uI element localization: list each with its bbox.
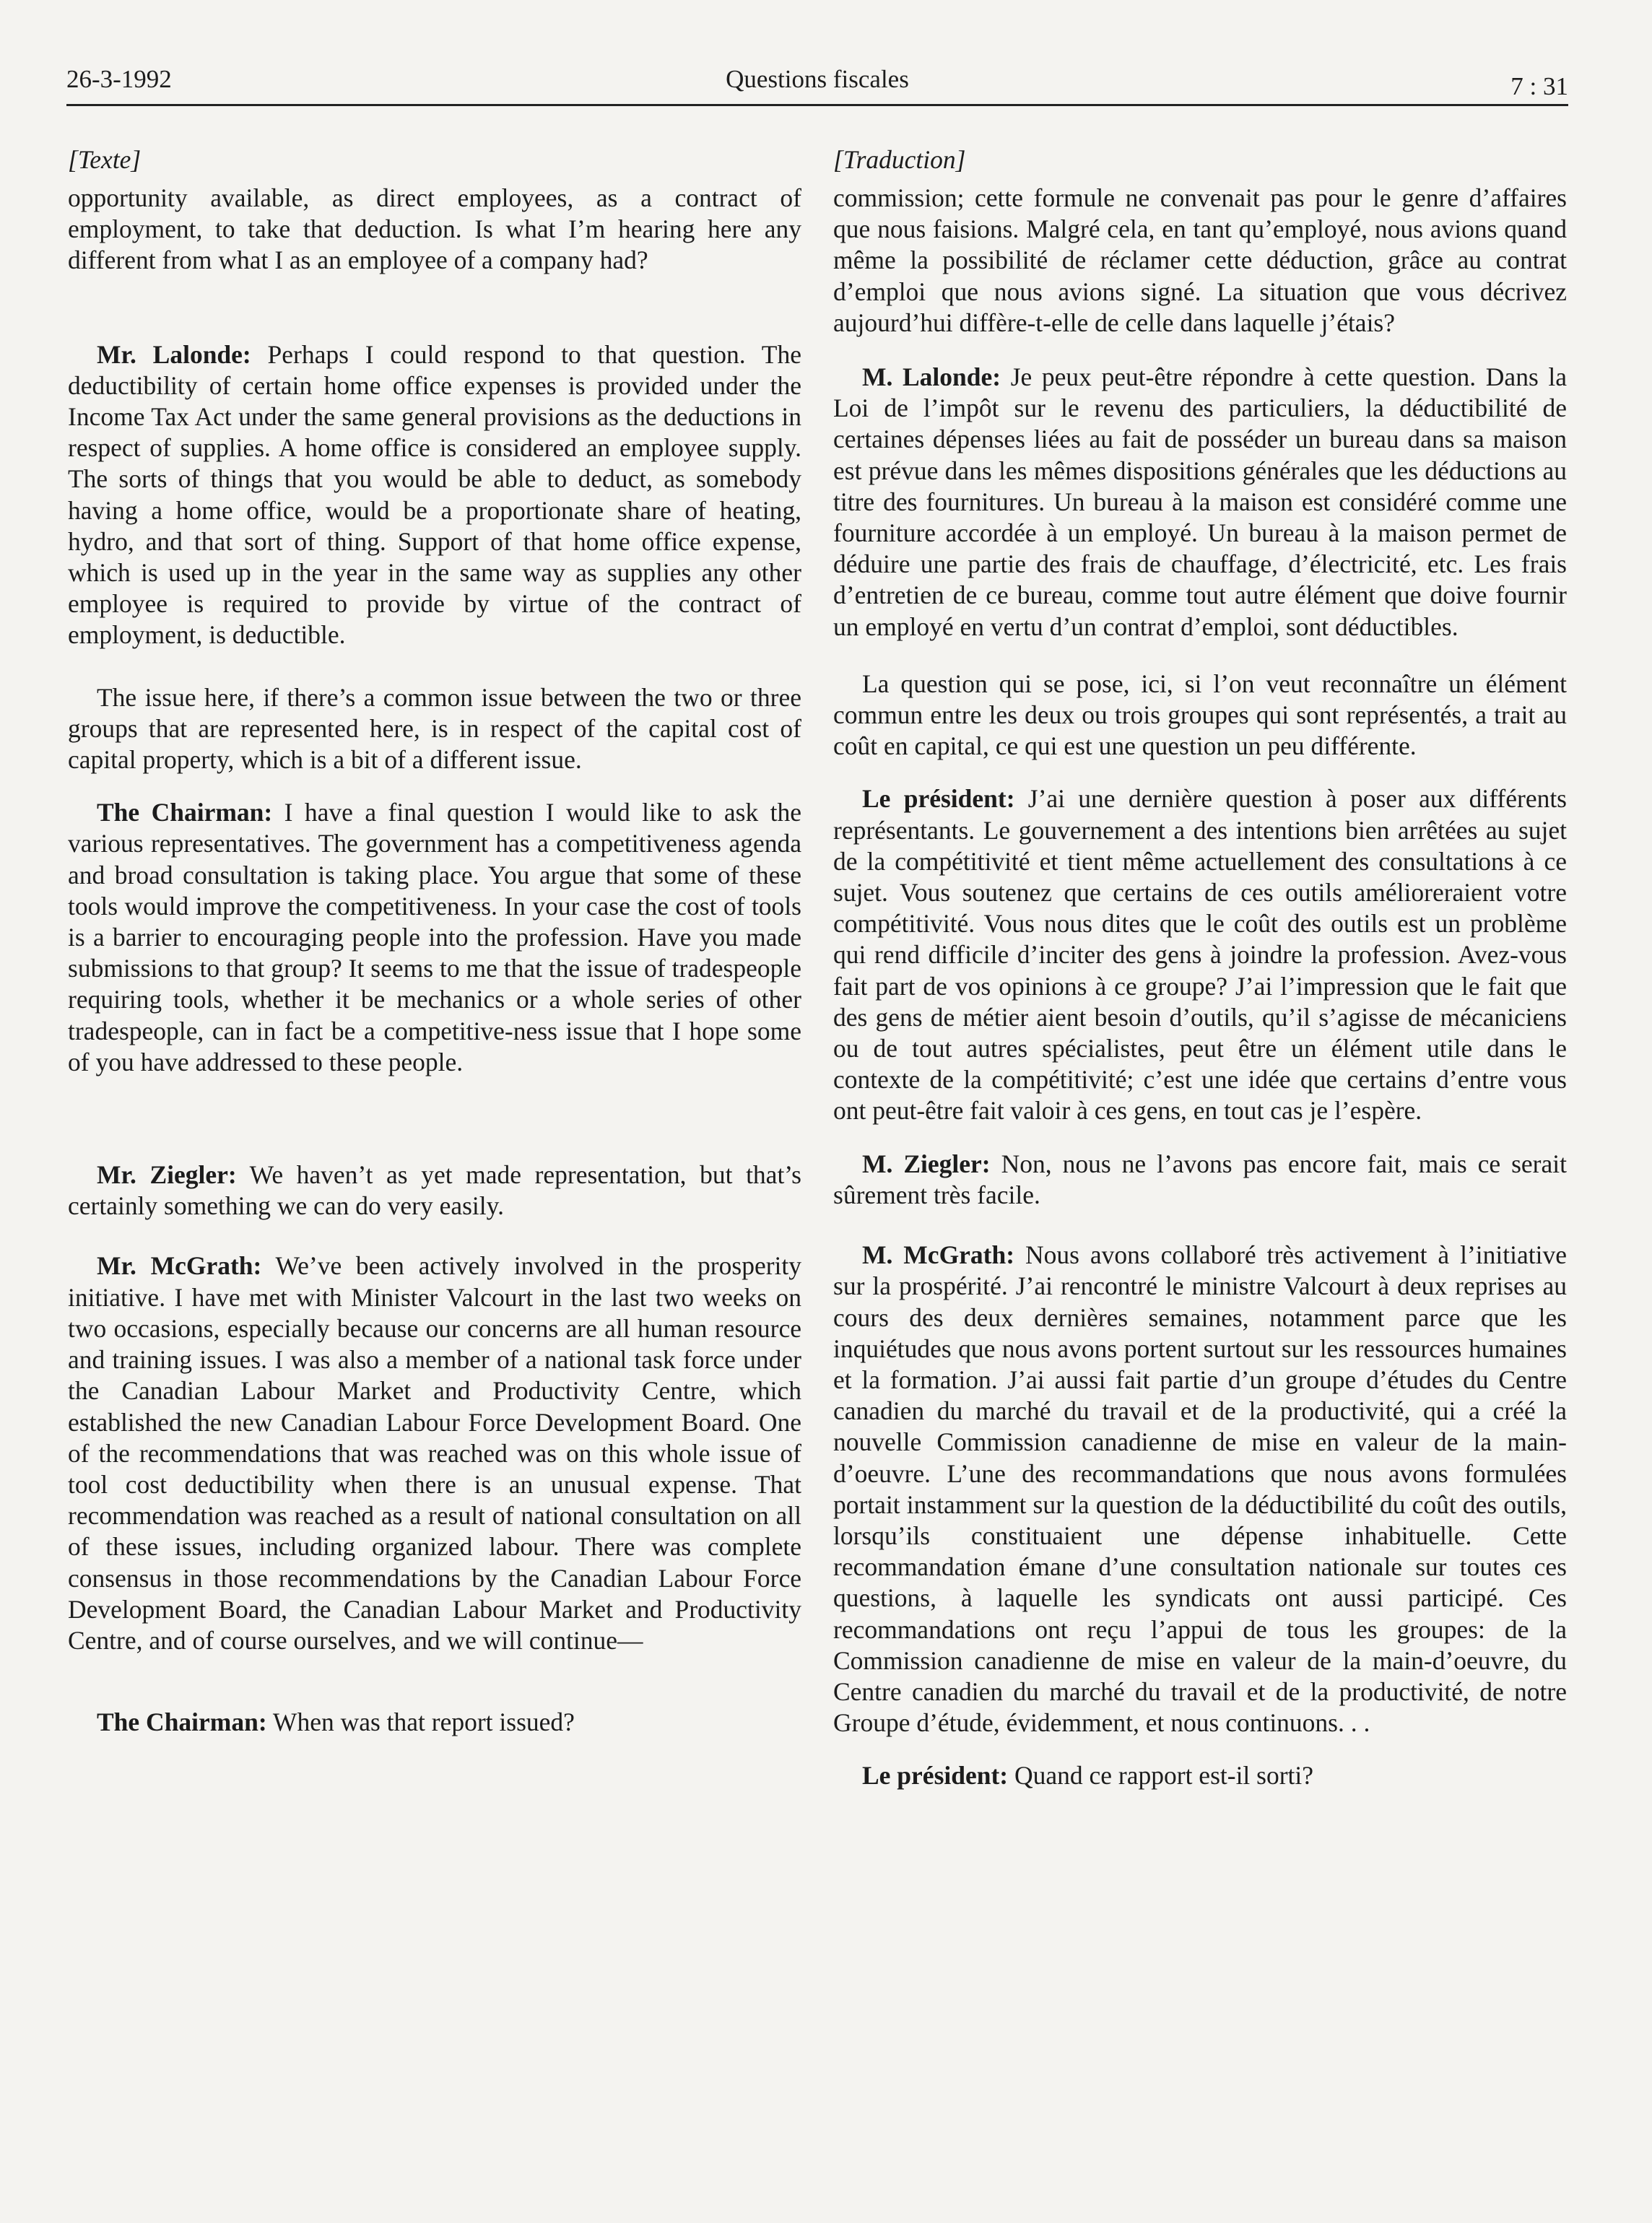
speech-text: Quand ce rapport est-il sorti? (1008, 1761, 1314, 1791)
speaker-name: Le président: (862, 784, 1015, 814)
speaker-name: The Chairman: (97, 798, 273, 827)
paragraph-ziegler (68, 1160, 801, 1222)
paragraph-mcgrath (833, 1240, 1567, 1739)
paragraph-1: opportunity available, as direct employees, as a contract of employment, to take that deduction. Is what I’m hearing here any different from what I as an employee of a company had? (68, 183, 801, 275)
paragraph-president-question (833, 1760, 1567, 1791)
paragraph-lalonde (68, 339, 801, 651)
speech-text: I have a final question I would like to ask the various representatives. The government has a competitiveness agenda and broad consultation is taking place. You argue that some of these tools would improve the competitiveness. In your case the cost of tools is a barrier to encouraging people into the profession. Have you made submissions to that group? It seems to me that the issue of tradespeople requiring tools, whether it be mechanics or a whole series of other tradespeople, can in fact be a competitive-ness issue that I hope some of you have addressed to these people. (68, 798, 801, 1076)
speaker-name: Mr. Ziegler: (97, 1160, 237, 1190)
speech-text: We haven’t as yet made representation, but that’s certainly something we can do very easily. (68, 1160, 801, 1221)
speaker-name: M. Lalonde: (862, 362, 1001, 392)
english-column (68, 144, 801, 1738)
speech-text: Je peux peut-être répondre à cette question. Dans la Loi de l’impôt sur le revenu des particuliers, la déductibilité de certaines dépenses liées au fait de posséder un bureau dans sa maison est prévue dans les mêmes dispositions générales que les déductions au titre des fournitures. Un bureau à la maison est considéré comme une fourniture accordée à un employé. Un bureau à la maison permet de déduire une partie des frais de chauffage, d’électricité, etc. Les frais d’entretien de ce bureau, comme tout autre élément que doive fournir un employé en vertu d’un contrat d’emploi, sont déductibles. (833, 362, 1567, 641)
paragraph-issue: The issue here, if there’s a common issue between the two or three groups that are represented here, is in respect of the capital cost of capital property, which is a bit of a different issue. (68, 682, 801, 775)
speech-text: J’ai une dernière question à poser aux différents représentants. Le gouvernement a des intentions bien arrêtées au sujet de la compétitivité et tient même actuellement des consultations à ce sujet. Vous soutenez que certains de ces outils amélioreraient votre compétitivité. Vous nous dites que le coût des outils est un problème qui rend difficile d’inciter des gens à joindre la profession. Avez-vous fait part de vos opinions à ce groupe? J’ai l’impression que le fait que des gens de métier aient besoin d’outils, qu’il s’agisse de mécaniciens ou de tout autres spécialistes, peut être un élément utile dans le contexte de la compétitivité; c’est une idée que certains d’entre vous ont peut-être fait valoir à ces gens, en tout cas je l’espère. (833, 784, 1568, 1126)
speech-text: We’ve been actively involved in the prosperity initiative. I have met with Minister Valcourt in the last two weeks on two occasions, especially because our concerns are all human resource and training issues. I was also a member of a national task force under the Canadian Labour Market and Productivity Centre, which established the new Canadian Labour Force Development Board. One of the recommendations that was reached was on this whole issue of tool cost deductibility when there is an unusual expense. That recommendation was reached as a result of national consultation on all of these issues, including organized labour. There was complete consensus in those recommendations by the Canadian Labour Force Development Board, the Canadian Labour Market and Productivity Centre, and of course ourselves, and we will continue— (68, 1251, 802, 1655)
paragraph-mcgrath (68, 1250, 801, 1656)
paragraph-issue: La question qui se pose, ici, si l’on veut reconnaître un élément commun entre les deux ou trois groupes qui sont représentés, a trait au coût en capital, ce qui est une question un peu différente. (833, 669, 1567, 761)
header-page-number: 7 : 31 (1510, 72, 1568, 100)
speaker-name: M. Ziegler: (862, 1149, 991, 1178)
translation-marker: [Traduction] (833, 145, 966, 174)
speech-text: When was that report issued? (266, 1708, 575, 1737)
header-title: Questions fiscales (726, 65, 909, 93)
speech-text: Nous avons collaboré très activement à l’initiative sur la prospérité. J’ai rencontré le ministre Valcourt à deux reprises au cours des deux dernières semaines, notamment parce que les inquiétudes que nous avons portent surtout sur les ressources humaines et la formation. J’ai aussi fait partie d’un groupe d’études du Centre canadien du marché du travail et de la productivité, qui a créé la nouvelle Commission canadienne de mise en valeur de la main-d’oeuvre. L’une des recommandations que nous avons formulées portait instamment sur la question de la déductibilité du coût des outils, lorsqu’ils constituaient une dépense inhabituelle. Cette recommandation émane d’une consultation nationale sur toutes ces questions, à laquelle les syndicats ont aussi participé. Ces recommandations ont reçu l’appui de tous les groupes: de la Commission canadienne de mise en valeur de la main-d’oeuvre, du Centre canadien du marché du travail et de la productivité, de notre Groupe d’étude, évidemment, et nous continuons. . . (833, 1240, 1567, 1738)
paragraph-chairman (68, 797, 801, 1078)
header-date: 26-3-1992 (66, 65, 172, 93)
speaker-name: M. McGrath: (862, 1240, 1015, 1270)
speaker-name: Mr. McGrath: (97, 1251, 262, 1281)
speaker-name: Le président: (862, 1761, 1009, 1791)
paragraph-ziegler (833, 1149, 1567, 1211)
speech-text: Perhaps I could respond to that question. The deductibility of certain home office expenses is provided under the Income Tax Act under the same general provisions as the deductions in respect of supplies. A home office is considered an employee supply. The sorts of things that you would be able to deduct, as somebody having a home office, would be a proportionate share of heating, hydro, and that sort of thing. Support of that home office expense, which is used up in the year in the same way as supplies any other employee is required to provide by virtue of the contract of employment, is deductible. (68, 339, 801, 650)
speech-text: Non, nous ne l’avons pas encore fait, mais ce serait sûrement très facile. (833, 1149, 1567, 1209)
french-column (833, 144, 1567, 1792)
paragraph-lalonde (833, 362, 1567, 643)
paragraph-1: commission; cette formule ne convenait pas pour le genre d’affaires que nous faisions. Malgré cela, en tant qu’employé, nous avions quand même la possibilité de réclamer cette déduction, grâce au contrat d’emploi que nous avions signé. La situation que vous décrivez aujourd’hui diffère-t-elle de celle dans laquelle j’étais? (833, 183, 1567, 337)
speaker-name: The Chairman: (97, 1708, 267, 1737)
text-marker: [Texte] (68, 145, 142, 174)
page-header (66, 62, 1568, 106)
paragraph-president (833, 783, 1567, 1126)
speaker-name: Mr. Lalonde: (97, 339, 251, 369)
paragraph-chairman-question (68, 1707, 801, 1738)
